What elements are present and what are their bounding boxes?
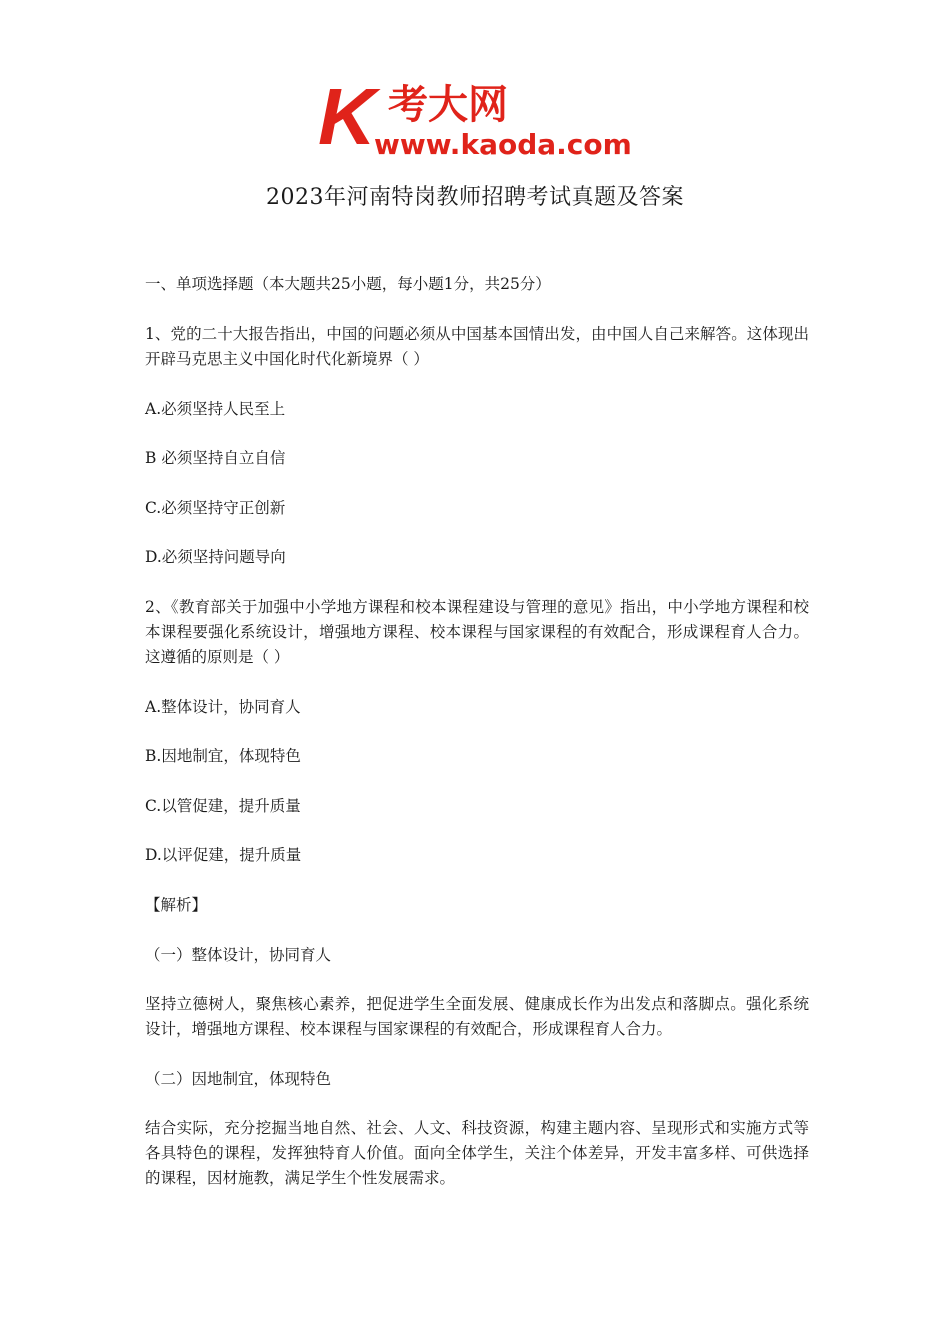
kaoda-logo-image [318, 78, 640, 162]
question-2-option-a: A.整体设计，协同育人 [145, 697, 301, 716]
question-1-option-c: C.必须坚持守正创新 [145, 498, 286, 517]
logo-k-mark: K [318, 78, 376, 161]
document-title: 2023年河南特岗教师招聘考试真题及答案 [266, 185, 684, 210]
logo-url: www.kaoda.com [374, 128, 632, 161]
question-1-option-a: A.必须坚持人民至上 [145, 399, 286, 418]
analysis-point-1-title: （一）整体设计，协同育人 [145, 945, 332, 964]
analysis-point-2-text: 结合实际，充分挖掘当地自然、社会、人文、科技资源，构建主题内容、呈现形式和实施方式等各具特色的课程，发挥独特育人价值。面向全体学生，关注个体差异，开发丰富多样、可供选择的课程，因材施教，满足学生个性发展需求。 [145, 1119, 809, 1188]
question-1-option-b: B 必须坚持自立自信 [145, 449, 286, 468]
question-2-stem: 2、《教育部关于加强中小学地方课程和校本课程建设与管理的意见》指出，中小学地方课程和校本课程要强化系统设计，增强地方课程、校本课程与国家课程的有效配合，形成课程育人合力。这遵循的原则是（ ） [145, 597, 809, 666]
logo-brand-name: 考大网 [388, 82, 508, 128]
question-2-option-d: D.以评促建，提升质量 [145, 846, 302, 865]
analysis-heading: 【解析】 [145, 895, 208, 914]
document-body [145, 272, 809, 1216]
question-1-stem: 1、党的二十大报告指出，中国的问题必须从中国基本国情出发，由中国人自己来解答。这体现出开辟马克思主义中国化时代化新境界（ ） [145, 325, 809, 368]
question-2-option-b: B.因地制宜，体现特色 [145, 747, 301, 766]
question-2-option-c: C.以管促建，提升质量 [145, 796, 301, 815]
question-1-option-d: D.必须坚持问题导向 [145, 548, 286, 567]
analysis-point-1-text: 坚持立德树人，聚焦核心素养，把促进学生全面发展、健康成长作为出发点和落脚点。强化系统设计，增强地方课程、校本课程与国家课程的有效配合，形成课程育人合力。 [145, 995, 809, 1039]
kaoda-logo [318, 78, 640, 162]
section-heading: 一、单项选择题（本大题共25小题，每小题1分，共25分） [145, 275, 551, 293]
analysis-point-2-title: （二）因地制宜，体现特色 [145, 1069, 332, 1088]
